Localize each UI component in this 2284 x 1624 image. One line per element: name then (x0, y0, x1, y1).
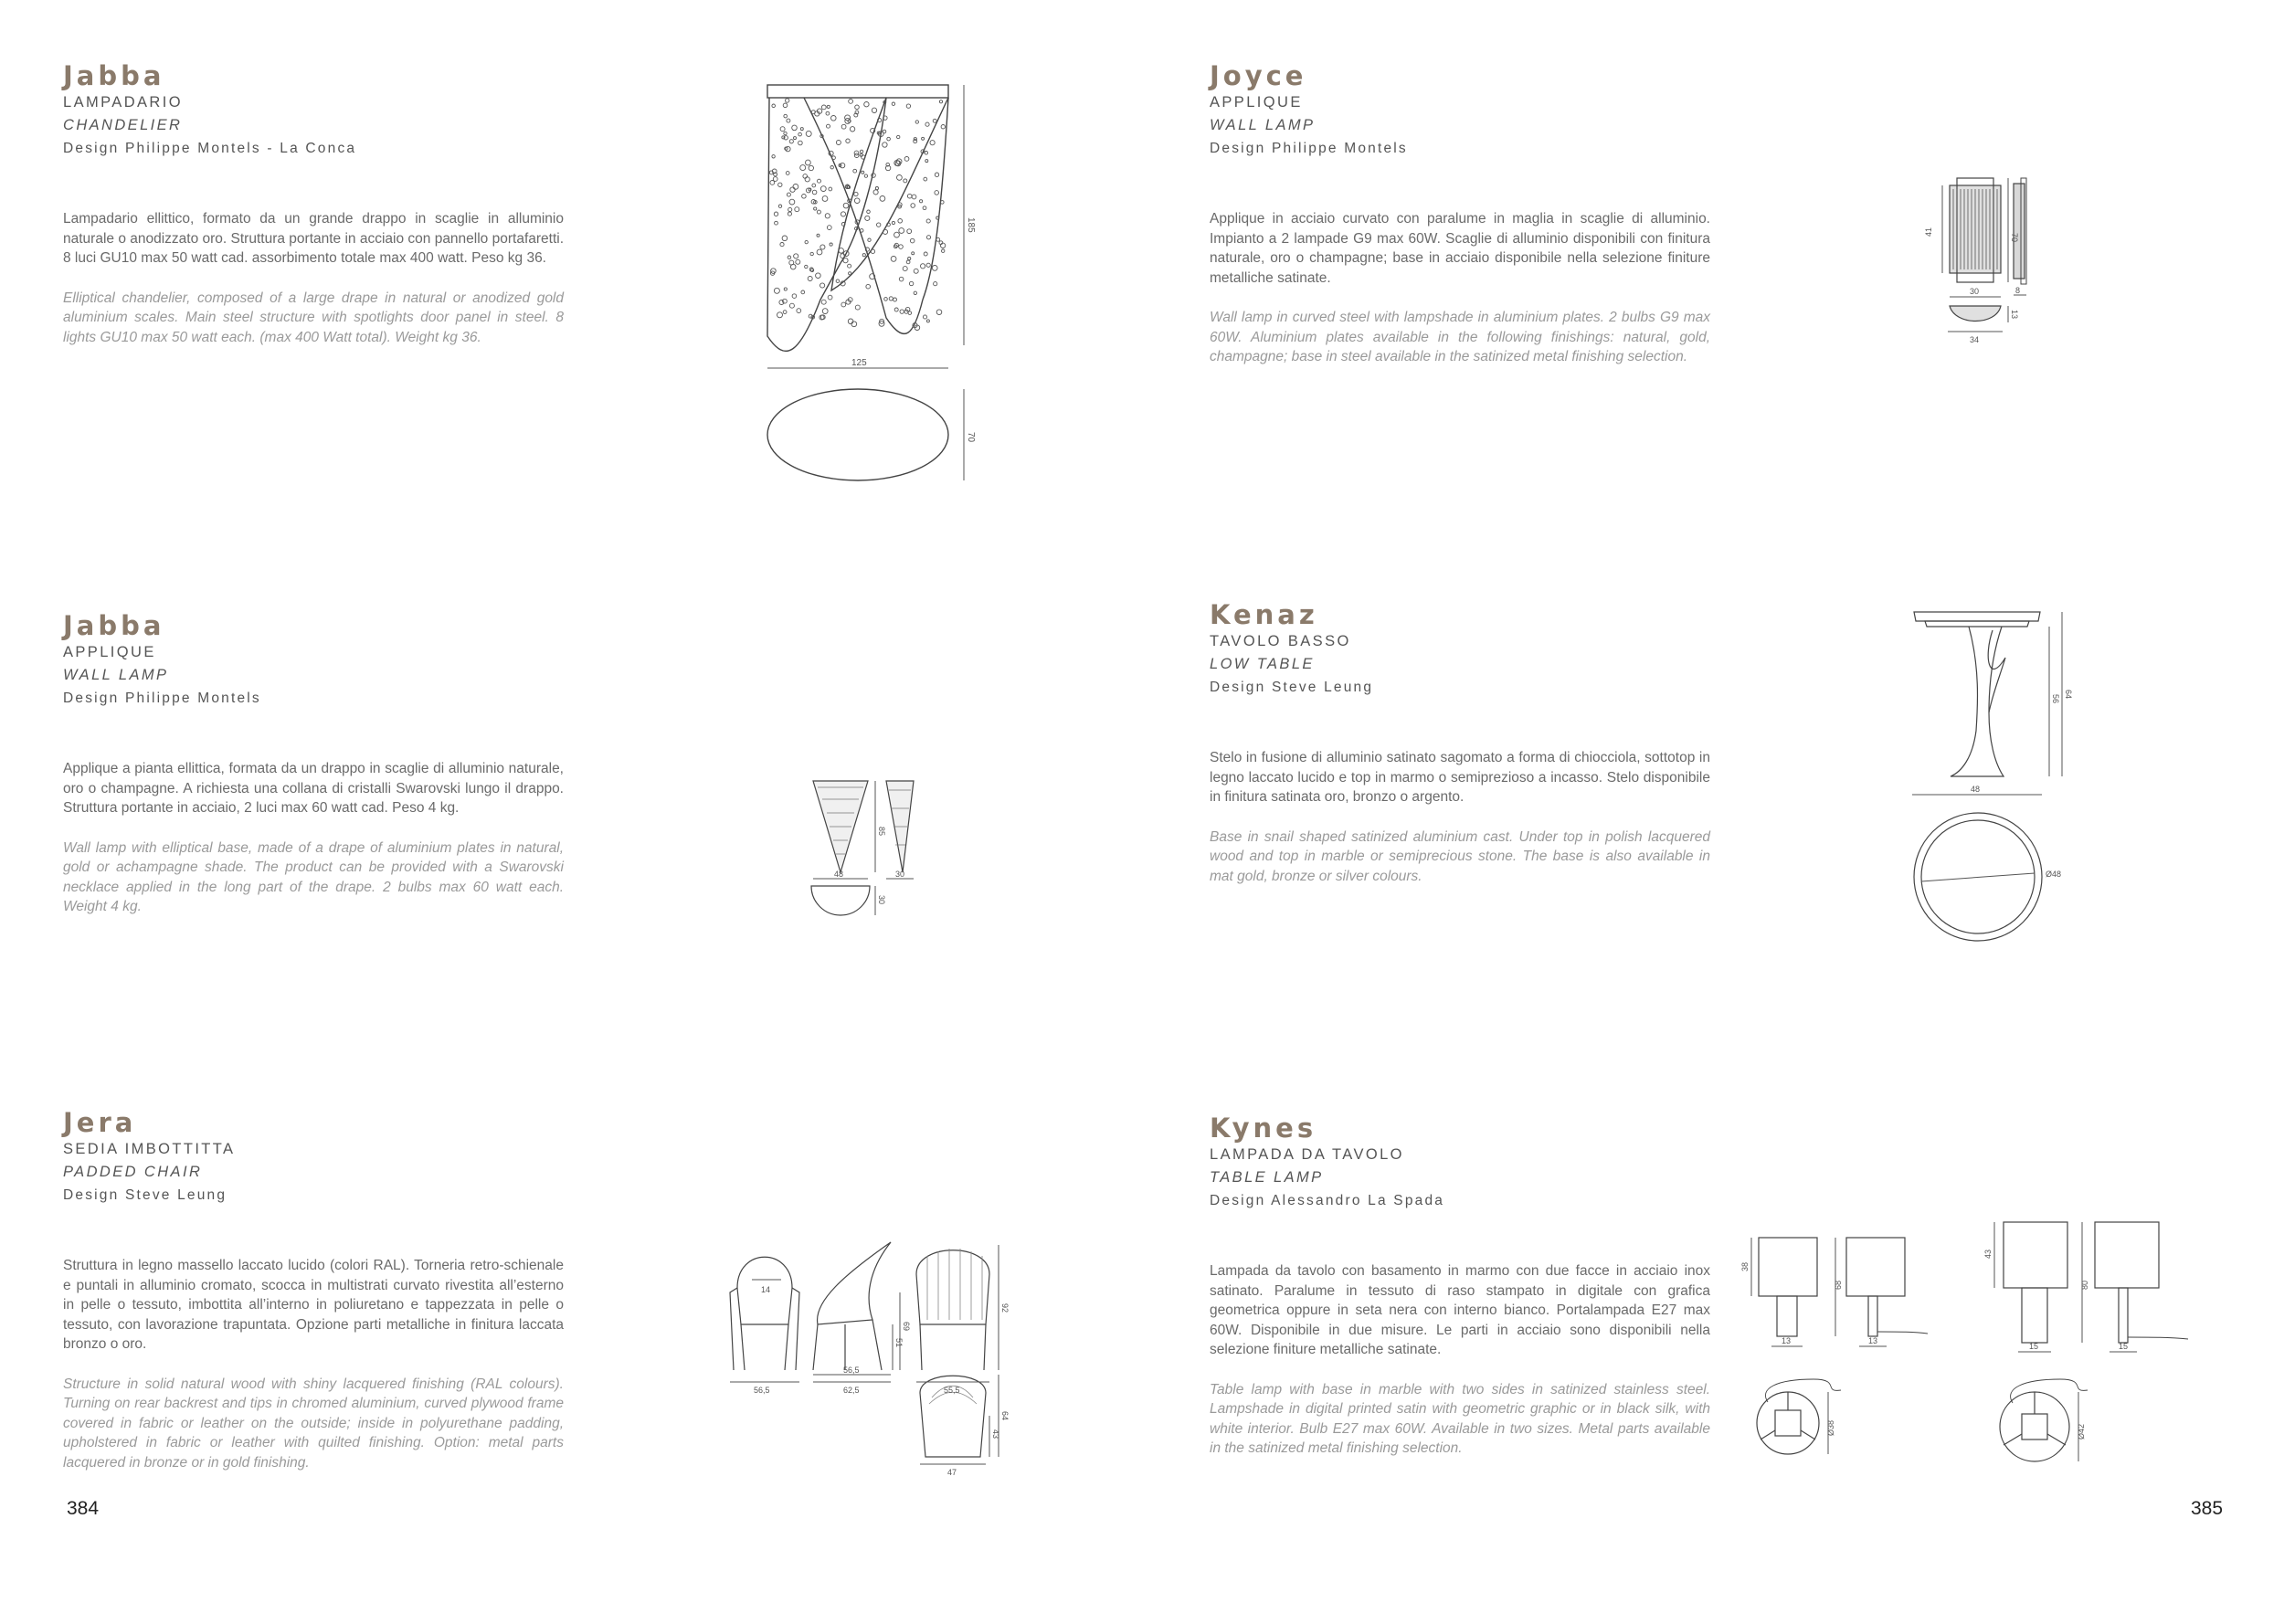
dim-s-total: 68 (1834, 1280, 1843, 1290)
jabba-wall-lamp-drawing (804, 776, 941, 932)
dim-height: 85 (877, 827, 886, 837)
product-jera-chair (63, 1107, 564, 1472)
product-designer: Design Steve Leung (1210, 680, 1374, 695)
joyce-wall-lamp-drawing (1919, 178, 2046, 347)
dim-l-total: 80 (2080, 1280, 2089, 1290)
product-type-en: LOW TABLE (1210, 656, 1315, 672)
dim-width: 48 (1971, 785, 1981, 794)
page-number-left: 384 (67, 1498, 100, 1519)
page-number-right: 385 (2191, 1498, 2224, 1519)
product-designer: Design Alessandro La Spada (1210, 1193, 1445, 1208)
dim-depth: 30 (877, 895, 886, 905)
product-kynes-table-lamp (1210, 1113, 1710, 1459)
product-description-en: Structure in solid natural wood with shiny lacquered finishing (RAL colours). Turning on rear backrest and tips in chromed aluminium, curved plywood frame covered in fabric or leather on the outside; inside in polyurethane padding, upholstered in fabric or leather with quilted finishing. Option: metal parts lacquered in bronze or in gold finishing. (63, 1376, 564, 1471)
dim-top-d: 64 (1000, 1411, 1010, 1421)
product-type-en: TABLE LAMP (1210, 1169, 1324, 1186)
product-joyce-wall-lamp (1210, 60, 1710, 367)
product-type-it: APPLIQUE (63, 644, 156, 660)
dim-height: 185 (966, 217, 976, 233)
product-name: Joyce (1210, 60, 1307, 91)
product-name: Kenaz (1210, 599, 1318, 630)
dim-base-d: 13 (2010, 310, 2019, 320)
product-type-en: WALL LAMP (1210, 117, 1316, 133)
product-designer: Design Philippe Montels (63, 691, 261, 706)
dim-h2: 69 (902, 1322, 911, 1332)
dim-w1: 56,5 (754, 1386, 770, 1395)
product-name: Jabba (63, 610, 165, 641)
dim-l-base1: 15 (2029, 1342, 2039, 1351)
product-description-it: Lampada da tavolo con basamento in marmo con due facce in acciaio inox satinato. Paralume in tessuto di raso stampato in digitale con grafica geometrica oppure in seta nera con interno bianco. Portalampada E27 max 60W. Disponibile in due misure. Le parti in acciaio sono disponibili nella selezione finiture metalliche satinate. (1210, 1263, 1710, 1357)
dim-s-diam: Ø38 (1826, 1419, 1835, 1436)
product-description-en: Elliptical chandelier, composed of a large drape in natural or anodized gold aluminium scales. Main steel structure with spotlights door panel in steel. 8 lights GU10 max 50 watt each. (max 400 Watt total). Weight kg 36. (63, 290, 564, 345)
product-description-en: Table lamp with base in marble with two sides in satinized stainless steel. Lampshade in digital printed satin with geometric graphic or in black silk, with white interior. Bulb E27 max 60W. Available in two sizes. Metal parts available in the satinized metal finishing selection. (1210, 1381, 1710, 1456)
dim-width: 125 (851, 358, 867, 368)
product-type-it: LAMPADARIO (63, 94, 183, 111)
dim-width: 30 (1970, 287, 1980, 296)
product-description-en: Wall lamp in curved steel with lampshade in aluminium plates. 2 bulbs G9 max 60W. Aluminium plates available in the following finishings: natural, gold, champagne; base in steel available in the satinized metal finishing selection. (1210, 310, 1710, 364)
dim-top-w: 47 (947, 1468, 957, 1477)
dim-width: 48 (834, 870, 844, 879)
product-description-it: Applique a pianta ellittica, formata da un drappo in scaglie di alluminio naturale, oro o champagne. A richiesta una collana di cristalli Swarovski lungo il drappo. Struttura portante in acciaio, 2 luci max 60 watt cad. Peso 4 kg. (63, 761, 564, 816)
dim-d1: 62,5 (843, 1386, 860, 1395)
dim-s-shade: 38 (1740, 1261, 1750, 1271)
kynes-table-lamp-drawing (1740, 1215, 2215, 1471)
product-type-it: APPLIQUE (1210, 94, 1303, 111)
product-jabba-wall-lamp (63, 610, 564, 917)
dim-depth: 70 (966, 432, 976, 443)
product-jabba-chandelier (63, 60, 564, 347)
jera-chair-drawing (726, 1238, 1019, 1484)
dim-back: 14 (761, 1285, 771, 1294)
product-description-it: Struttura in legno massello laccato lucido (colori RAL). Torneria retro-schienale e puntali in alluminio cromato, scocca in multistrati curvato rivestita all’esterno in pelle o tessuto, imbottita all’interno in poliuretano e tappezzata in pelle o tessuto, con lavorazione trapuntata. Opzione parti metalliche in finitura laccata bronzo o oro. (63, 1258, 564, 1352)
dim-diam: Ø48 (2046, 870, 2062, 879)
dim-l-base2: 15 (2119, 1342, 2129, 1351)
product-type-en: PADDED CHAIR (63, 1164, 203, 1180)
dim-h1: 92 (1000, 1303, 1010, 1313)
product-description-it: Lampadario ellittico, formato da un grande drappo in scaglie in alluminio naturale o anodizzato oro. Struttura portante in acciaio con pannello portafaretti. 8 luci GU10 max 50 watt cad. assorbimento totale max 400 watt. Peso kg 36. (63, 211, 565, 266)
product-description-it: Applique in acciaio curvato con paralume in maglia in scaglie di alluminio. Impianto a 2 lampade G9 max 60W. Scaglie di alluminio disponibili con finitura naturale, oro o champagne; base in acciaio disponibile nella selezione finiture metalliche satinate. (1210, 211, 1710, 286)
dim-side: 8 (2015, 286, 2021, 295)
dim-l-diam: Ø42 (2077, 1423, 2086, 1439)
dim-h-outer: 64 (2064, 690, 2073, 700)
dim-s-base1: 13 (1782, 1336, 1792, 1345)
dim-side: 30 (895, 870, 905, 879)
product-type-en: CHANDELIER (63, 117, 183, 133)
product-description-en: Base in snail shaped satinized aluminium cast. Under top in polish lacquered wood and top in marble or semiprecious stone. The base is also available in mat gold, bronze or silver colours. (1210, 828, 1710, 884)
product-designer: Design Philippe Montels (1210, 141, 1408, 156)
dim-h-left: 41 (1924, 227, 1933, 237)
product-name: Jera (63, 1107, 137, 1138)
product-type-it: SEDIA IMBOTTITTA (63, 1141, 236, 1157)
dim-l-shade: 43 (1983, 1249, 1993, 1259)
product-description-it: Stelo in fusione di alluminio satinato sagomato a forma di chiocciola, sottotop in legno laccato lucido e top in marmo o semiprezioso a incasso. Stelo disponibile in finitura satinata oro, bronzo o argento. (1210, 750, 1710, 805)
product-type-it: LAMPADA DA TAVOLO (1210, 1146, 1404, 1163)
jabba-chandelier-drawing (749, 80, 996, 496)
dim-w2: 56,5 (843, 1366, 860, 1375)
product-description-en: Wall lamp with elliptical base, made of a drape of aluminium plates in natural, gold or achampagne shade. The product can be provided with a Swarovski necklace applied in the long part of the drape. 2 bulbs max 60 watt each. Weight 4 kg. (63, 839, 564, 914)
product-type-en: WALL LAMP (63, 667, 169, 683)
kenaz-low-table-drawing (1905, 603, 2106, 954)
product-name: Jabba (63, 60, 165, 91)
dim-h-inner: 56 (2051, 694, 2060, 704)
dim-base-w: 34 (1970, 335, 1980, 344)
dim-h3: 51 (894, 1338, 904, 1348)
dim-w3: 55,5 (944, 1386, 960, 1395)
product-name: Kynes (1210, 1113, 1317, 1144)
product-kenaz-low-table (1210, 599, 1710, 886)
product-designer: Design Steve Leung (63, 1187, 227, 1203)
dim-h-right: 70 (2010, 233, 2019, 243)
product-designer: Design Philippe Montels - La Conca (63, 141, 357, 156)
dim-s-base2: 13 (1868, 1336, 1878, 1345)
dim-top-h: 43 (991, 1429, 1000, 1439)
product-type-it: TAVOLO BASSO (1210, 633, 1351, 649)
